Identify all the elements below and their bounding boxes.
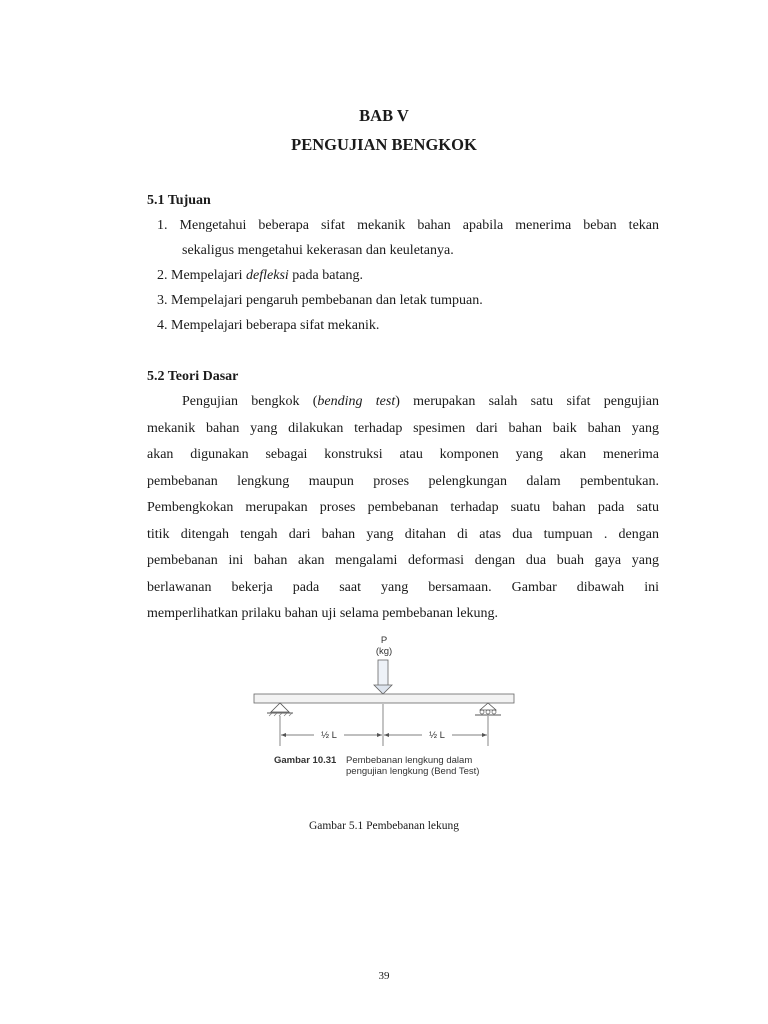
list-item-4: 4. Mempelajari beberapa sifat mekanik. (157, 318, 380, 333)
span-left-label: ½ L (321, 730, 337, 741)
load-label: P (380, 635, 388, 646)
list-item-1: 1. Mengetahui beberapa sifat mekanik bahan apabila menerima beban tekan (157, 218, 660, 233)
paragraph-line: Pembengkokan merupakan proses pembebanan terhadap suatu bahan pada satu (147, 500, 659, 515)
list-item-1-continued: sekaligus mengetahui kekerasan dan keuletanya. (182, 243, 454, 258)
bending-load-figure (248, 630, 520, 780)
dimension-arrow (281, 733, 286, 737)
inner-caption-line2: pengujian lengkung (Bend Test) (346, 766, 480, 777)
dimension-arrow (384, 733, 389, 737)
load-unit: (kg) (375, 646, 393, 657)
inner-figure-number: Gambar 10.31 (274, 755, 337, 766)
paragraph-line: memperlihatkan prilaku bahan uji selama pembebanan lekung. (147, 606, 499, 621)
left-support-icon (267, 703, 293, 716)
dimension-arrow (482, 733, 487, 737)
right-roller-support-icon (475, 703, 501, 715)
dimension-arrow (377, 733, 382, 737)
list-item-2: 2. Mempelajari defleksi pada batang. (157, 268, 364, 283)
section-heading-teori-dasar: 5.2 Teori Dasar (147, 369, 239, 384)
theory-paragraph (147, 389, 659, 628)
inner-caption-line1: Pembebanan lengkung dalam (346, 755, 473, 766)
paragraph-line: mekanik bahan yang dilakukan terhadap spesimen dari bahan baik bahan yang (147, 420, 659, 436)
load-arrow-shaft (378, 660, 388, 686)
section-heading-tujuan: 5.1 Tujuan (147, 193, 211, 208)
span-right-label: ½ L (429, 730, 445, 741)
paragraph-line: titik ditengah tengah dari bahan yang ditahan di atas dua tumpuan . dengan (147, 526, 659, 542)
figure-caption: Gambar 5.1 Pembebanan lekung (308, 820, 460, 832)
test-beam (254, 694, 514, 703)
page-number: 39 (378, 970, 390, 982)
chapter-title: PENGUJIAN BENGKOK (291, 135, 477, 154)
chapter-number: BAB V (359, 106, 409, 125)
paragraph-line: Pengujian bengkok (bending test) merupakan salah satu sifat pengujian (182, 394, 660, 409)
paragraph-line: pembebanan lengkung maupun proses pelengkungan dalam pembentukan. (147, 473, 659, 489)
paragraph-line: pembebanan ini bahan akan mengalami deformasi dengan dua buah gaya yang (147, 553, 659, 568)
list-item-3: 3. Mempelajari pengaruh pembebanan dan letak tumpuan. (157, 293, 483, 308)
paragraph-line: akan digunakan sebagai konstruksi atau komponen yang akan menerima (147, 447, 659, 462)
load-arrow-head (374, 685, 392, 694)
paragraph-line: berlawanan bekerja pada saat yang bersamaan. Gambar dibawah ini (147, 579, 659, 595)
